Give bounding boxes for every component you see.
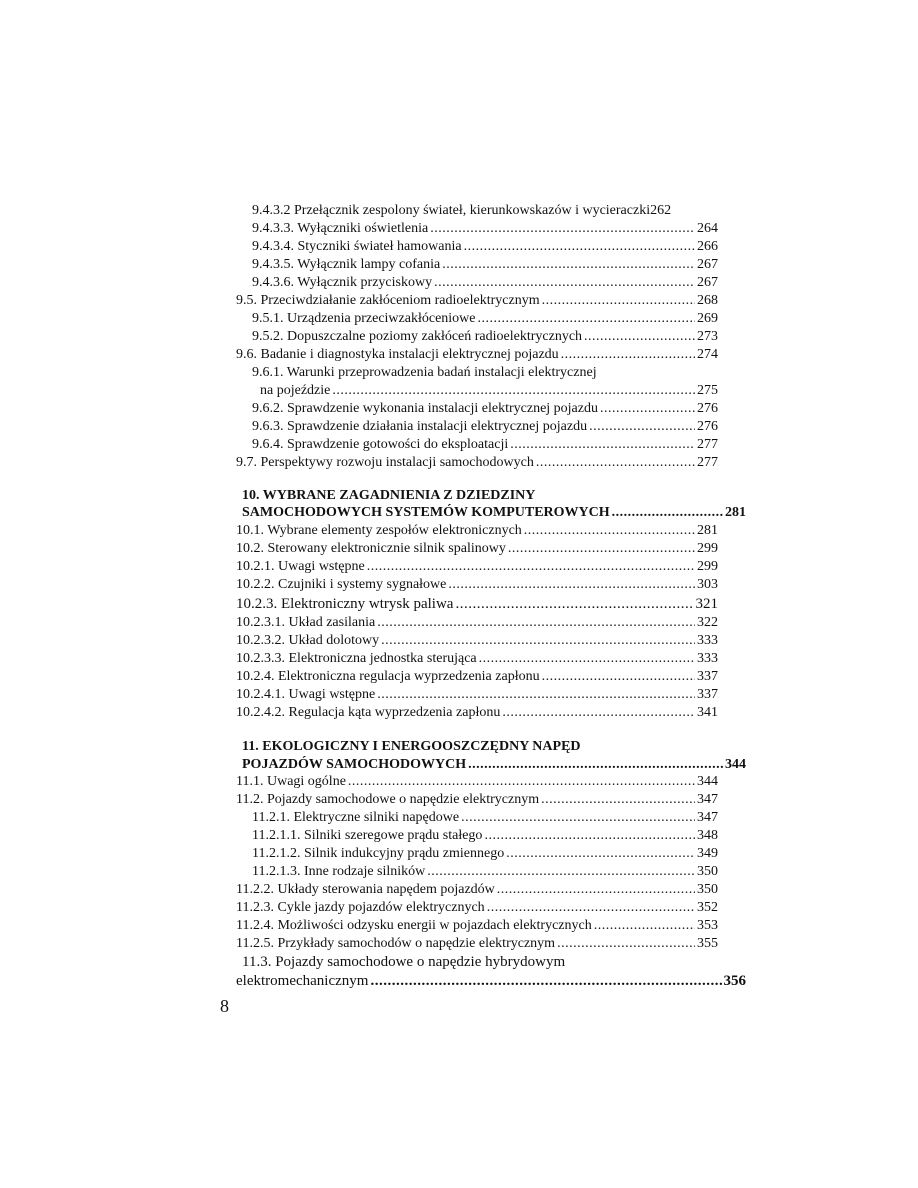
- toc-entry-title: na pojeździe: [260, 383, 331, 398]
- toc-entry: [236, 899, 718, 917]
- dot-leader: [497, 881, 695, 899]
- toc-entry-page: 349: [697, 846, 718, 861]
- toc-entry-page: 344: [725, 757, 746, 772]
- toc-entry-page: 277: [697, 437, 718, 452]
- toc-entry: [236, 972, 746, 990]
- dot-leader: [557, 935, 695, 953]
- dot-leader: [468, 756, 723, 774]
- toc-entry-title: 9.4.3.3. Wyłączniki oświetlenia: [252, 221, 429, 236]
- dot-leader: [448, 576, 695, 594]
- toc-entry-title: 9.6. Badanie i diagnostyka instalacji elektrycznej pojazdu: [236, 347, 559, 362]
- toc-entry-title: 9.4.3.4. Styczniki świateł hamowania: [252, 239, 462, 254]
- toc-entry-page: 333: [697, 651, 718, 666]
- toc-entry: [236, 346, 718, 364]
- toc-entry: [252, 364, 597, 382]
- toc-entry: [236, 650, 718, 668]
- dot-leader: [367, 558, 695, 576]
- toc-entry-page: 262: [650, 203, 672, 218]
- toc-entry-page: 264: [697, 221, 718, 236]
- dot-leader: [561, 346, 695, 364]
- toc-entry-title: 10.2.3.1. Układ zasilania: [236, 615, 376, 630]
- toc-entry: [236, 773, 718, 791]
- toc-entry: [236, 576, 718, 594]
- dot-leader: [430, 220, 695, 238]
- toc-entry-page: 341: [697, 705, 718, 720]
- toc-entry-title: 10.2.3. Elektroniczny wtrysk paliwa: [236, 596, 454, 612]
- toc-entry: [242, 487, 535, 505]
- toc-entry-page: 350: [697, 864, 718, 879]
- toc-entry: [252, 202, 746, 220]
- toc-entry-title: 10.2.2. Czujniki i systemy sygnałowe: [236, 577, 447, 592]
- toc-entry-title: 11.3. Pojazdy samochodowe o napędzie hybrydowym: [242, 954, 566, 970]
- toc-entry-title: 9.7. Perspektywy rozwoju instalacji samochodowych: [236, 455, 534, 470]
- toc-entry: [252, 436, 718, 454]
- dot-leader: [542, 292, 695, 310]
- toc-entry-title: 10.2.4.2. Regulacja kąta wyprzedzenia zapłonu: [236, 705, 501, 720]
- toc-entry: [252, 256, 718, 274]
- toc-entry-title: 11.2.2. Układy sterowania napędem pojazdów: [236, 882, 495, 897]
- dot-leader: [370, 972, 721, 990]
- toc-entry-page: 321: [695, 596, 718, 612]
- toc-entry-title: 9.6.3. Sprawdzenie działania instalacji elektrycznej pojazdu: [252, 419, 588, 434]
- toc-entry-title: 10.2.4.1. Uwagi wstępne: [236, 687, 376, 702]
- dot-leader: [584, 328, 695, 346]
- dot-leader: [487, 899, 695, 917]
- toc-entry: [252, 220, 718, 238]
- toc-entry: [236, 686, 718, 704]
- dot-leader: [442, 256, 695, 274]
- toc-entry-page: 350: [697, 882, 718, 897]
- toc-entry-title: 10.2.3.2. Układ dolotowy: [236, 633, 380, 648]
- toc-entry-title: 9.5. Przeciwdziałanie zakłóceniom radioelektrycznym: [236, 293, 540, 308]
- toc-entry: [260, 382, 718, 400]
- toc-entry: [236, 595, 718, 613]
- toc-entry-title: 9.5.2. Dopuszczalne poziomy zakłóceń radioelektrycznych: [252, 329, 583, 344]
- toc-entry-title: 10.2.4. Elektroniczna regulacja wyprzedzenia zapłonu: [236, 669, 540, 684]
- toc-entry: [242, 738, 581, 756]
- toc-entry-page: 303: [697, 577, 718, 592]
- toc-entry-title: 11.2.3. Cykle jazdy pojazdów elektrycznych: [236, 900, 485, 915]
- toc-entry-page: 276: [697, 419, 718, 434]
- dot-leader: [381, 632, 695, 650]
- toc-entry-page: 337: [697, 687, 718, 702]
- toc-entry-page: 276: [697, 401, 718, 416]
- toc-entry-page: 347: [697, 810, 718, 825]
- toc-entry-page: 299: [697, 541, 718, 556]
- toc-entry-title: 11.2.1.2. Silnik indukcyjny prądu zmiennego: [252, 846, 505, 861]
- toc-entry: [236, 881, 718, 899]
- toc-entry: [252, 418, 718, 436]
- toc-entry: [236, 454, 718, 472]
- toc-entry-title: 11.2.4. Możliwości odzysku energii w pojazdach elektrycznych: [236, 918, 592, 933]
- toc-entry-title: 9.4.3.5. Wyłącznik lampy cofania: [252, 257, 441, 272]
- dot-leader: [434, 274, 695, 292]
- dot-leader: [484, 827, 695, 845]
- toc-entry: [236, 704, 718, 722]
- toc-entry-title: POJAZDÓW SAMOCHODOWYCH: [242, 757, 467, 772]
- toc-entry: [252, 827, 718, 845]
- toc-entry: [242, 504, 746, 522]
- toc-entry: [236, 522, 718, 540]
- toc-entry-title: 9.6.2. Sprawdzenie wykonania instalacji elektrycznej pojazdu: [252, 401, 598, 416]
- toc-entry-page: 299: [697, 559, 718, 574]
- toc-entry-page: 275: [697, 383, 718, 398]
- toc-entry-title: 11.2.1.3. Inne rodzaje silników: [252, 864, 426, 879]
- dot-leader: [524, 522, 695, 540]
- toc-entry-title: 10.1. Wybrane elementy zespołów elektronicznych: [236, 523, 522, 538]
- toc-entry-title: 10. WYBRANE ZAGADNIENIA Z DZIEDZINY: [242, 488, 536, 503]
- toc-entry: [252, 400, 718, 418]
- toc-entry-page: 344: [697, 774, 718, 789]
- dot-leader: [427, 863, 695, 881]
- toc-entry-page: 266: [697, 239, 718, 254]
- toc-entry-title: SAMOCHODOWYCH SYSTEMÓW KOMPUTEROWYCH: [242, 505, 610, 520]
- toc-entry: [252, 310, 718, 328]
- dot-leader: [502, 704, 695, 722]
- toc-entry-page: 281: [725, 505, 746, 520]
- toc-entry: [252, 809, 718, 827]
- page-number: 8: [220, 996, 229, 1016]
- toc-entry-title: 11.2.1. Elektryczne silniki napędowe: [252, 810, 460, 825]
- toc-entry-page: 356: [723, 973, 746, 989]
- toc-entry: [236, 540, 718, 558]
- toc-entry: [236, 614, 718, 632]
- toc-entry-title: 10.2.3.3. Elektroniczna jednostka sterująca: [236, 651, 477, 666]
- dot-leader: [510, 436, 695, 454]
- toc-entry-page: 348: [697, 828, 718, 843]
- toc-entry-title: 10.2.1. Uwagi wstępne: [236, 559, 365, 574]
- toc-entry-title: 9.4.3.6. Wyłącznik przyciskowy: [252, 275, 433, 290]
- toc-entry-title: 9.5.1. Urządzenia przeciwzakłóceniowe: [252, 311, 476, 326]
- toc-entry: [252, 274, 718, 292]
- toc-entry: [236, 558, 718, 576]
- toc-entry: [252, 863, 718, 881]
- dot-leader: [461, 809, 695, 827]
- dot-leader: [506, 845, 695, 863]
- toc-entry-title: 11.2. Pojazdy samochodowe o napędzie elektrycznym: [236, 792, 540, 807]
- dot-leader: [479, 650, 695, 668]
- toc-entry: [242, 756, 746, 774]
- toc-entry-title: 9.6.1. Warunki przeprowadzenia badań instalacji elektrycznej: [252, 365, 597, 380]
- dot-leader: [536, 454, 695, 472]
- dot-leader: [541, 791, 695, 809]
- dot-leader: [377, 614, 695, 632]
- toc-entry-page: 274: [697, 347, 718, 362]
- toc-entry-title: 11.2.5. Przykłady samochodów o napędzie elektrycznym: [236, 936, 556, 951]
- toc-entry-page: 333: [697, 633, 718, 648]
- toc-entry-title: elektromechanicznym: [236, 973, 369, 989]
- dot-leader: [508, 540, 695, 558]
- dot-leader: [478, 310, 696, 328]
- toc-entry-page: 337: [697, 669, 718, 684]
- dot-leader: [348, 773, 695, 791]
- toc-entry-page: 322: [697, 615, 718, 630]
- toc-entry-page: 352: [697, 900, 718, 915]
- toc-entry-page: 269: [697, 311, 718, 326]
- toc-entry-page: 281: [697, 523, 718, 538]
- toc-entry-title: 11.2.1.1. Silniki szeregowe prądu stałego: [252, 828, 483, 843]
- dot-leader: [464, 238, 695, 256]
- toc-entry: [236, 292, 718, 310]
- toc-entry-title: 11.1. Uwagi ogólne: [236, 774, 346, 789]
- dot-leader: [377, 686, 695, 704]
- toc-entry: [236, 668, 718, 686]
- toc-entry-page: 347: [697, 792, 718, 807]
- dot-leader: [455, 595, 693, 613]
- toc-entry-title: 11. EKOLOGICZNY I ENERGOOSZCZĘDNY NAPĘD: [242, 739, 581, 754]
- toc-entry-page: 267: [697, 257, 718, 272]
- toc-entry: [236, 935, 718, 953]
- toc-entry-page: 268: [697, 293, 718, 308]
- dot-leader: [542, 668, 695, 686]
- toc-entry-page: 277: [697, 455, 718, 470]
- toc-entry-page: 273: [697, 329, 718, 344]
- toc-entry: [236, 791, 718, 809]
- toc-entry-page: 353: [697, 918, 718, 933]
- toc-entry-page: 355: [697, 936, 718, 951]
- toc-entry: [236, 917, 718, 935]
- toc-entry-title: 10.2. Sterowany elektronicznie silnik spalinowy: [236, 541, 506, 556]
- toc-entry: [252, 238, 718, 256]
- dot-leader: [612, 504, 723, 522]
- dot-leader: [594, 917, 695, 935]
- toc-entry-title: 9.4.3.2 Przełącznik zespolony świateł, kierunkowskazów i wycieraczki: [252, 203, 651, 218]
- toc-entry-page: 267: [697, 275, 718, 290]
- toc-entry: [242, 953, 565, 971]
- toc-entry: [236, 632, 718, 650]
- dot-leader: [600, 400, 695, 418]
- dot-leader: [332, 382, 695, 400]
- toc-entry: [252, 845, 718, 863]
- toc-entry-title: 9.6.4. Sprawdzenie gotowości do eksploatacji: [252, 437, 509, 452]
- dot-leader: [589, 418, 695, 436]
- toc-entry: [252, 328, 718, 346]
